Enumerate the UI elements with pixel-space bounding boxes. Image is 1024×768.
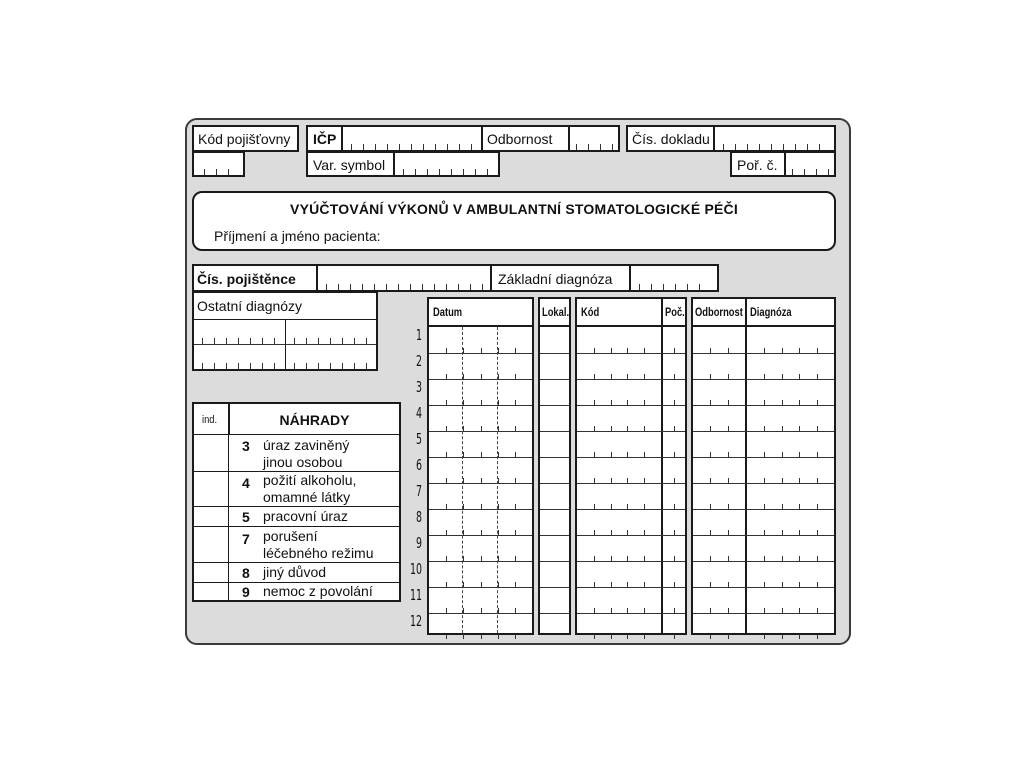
cis-dokladu-label: Čís. dokladu bbox=[632, 131, 710, 147]
title-box bbox=[192, 191, 836, 251]
table-cell[interactable] bbox=[663, 353, 685, 379]
table-cell[interactable] bbox=[663, 483, 685, 509]
table-cell[interactable] bbox=[540, 353, 569, 379]
nahrady-code: 9 bbox=[242, 584, 250, 600]
var-symbol-box bbox=[306, 151, 500, 177]
nahrady-text: omamné látky bbox=[263, 489, 351, 505]
column-lokal bbox=[538, 297, 571, 635]
table-cell[interactable] bbox=[663, 587, 685, 613]
column-header-datum: Datum bbox=[433, 305, 463, 319]
ostatni-diagnozy-label: Ostatní diagnózy bbox=[197, 298, 303, 314]
nahrady-item bbox=[194, 472, 399, 506]
table-cell[interactable] bbox=[693, 587, 745, 613]
table-cell[interactable] bbox=[577, 535, 661, 561]
column-kod-poc bbox=[575, 297, 687, 635]
table-cell[interactable] bbox=[577, 561, 661, 587]
table-cell[interactable] bbox=[540, 431, 569, 457]
table-cell[interactable] bbox=[747, 587, 834, 613]
table-cell[interactable] bbox=[429, 457, 532, 483]
table-cell[interactable] bbox=[540, 483, 569, 509]
table-cell[interactable] bbox=[429, 353, 532, 379]
table-cell[interactable] bbox=[429, 379, 532, 405]
patient-name-label: Příjmení a jméno pacienta: bbox=[214, 228, 381, 244]
row-number: 5 bbox=[415, 430, 422, 448]
table-cell[interactable] bbox=[540, 535, 569, 561]
odbornost-field[interactable] bbox=[570, 127, 618, 150]
nahrady-text: nemoc z povolání bbox=[263, 583, 373, 599]
nahrady-code: 3 bbox=[242, 438, 250, 454]
table-cell[interactable] bbox=[663, 327, 685, 353]
table-cell[interactable] bbox=[663, 535, 685, 561]
table-cell[interactable] bbox=[577, 353, 661, 379]
icp-odbornost-box bbox=[306, 125, 620, 152]
nahrady-text: léčebného režimu bbox=[263, 545, 374, 561]
table-cell[interactable] bbox=[540, 561, 569, 587]
row-number: 7 bbox=[415, 482, 422, 500]
column-datum bbox=[427, 297, 534, 635]
table-cell[interactable] bbox=[663, 561, 685, 587]
nahrady-ind-checkbox[interactable] bbox=[194, 435, 228, 471]
por-c-label: Poř. č. bbox=[737, 157, 778, 173]
icp-field[interactable] bbox=[343, 127, 481, 150]
nahrady-box bbox=[192, 402, 401, 602]
por-c-field[interactable] bbox=[786, 153, 834, 175]
kod-pojistovny-label-box bbox=[192, 125, 299, 152]
table-cell[interactable] bbox=[577, 405, 661, 431]
table-cell[interactable] bbox=[540, 613, 569, 639]
ostatni-diagnozy-box bbox=[192, 291, 378, 371]
table-cell[interactable] bbox=[663, 379, 685, 405]
var-symbol-field[interactable] bbox=[395, 153, 498, 175]
nahrady-ind-label: ind. bbox=[202, 414, 218, 426]
column-header-poc: Poč. bbox=[665, 305, 685, 319]
table-cell[interactable] bbox=[540, 379, 569, 405]
nahrady-code: 7 bbox=[242, 531, 250, 547]
table-cell[interactable] bbox=[747, 457, 834, 483]
cis-dokladu-field[interactable] bbox=[715, 127, 834, 150]
table-cell[interactable] bbox=[747, 535, 834, 561]
table-cell[interactable] bbox=[747, 379, 834, 405]
nahrady-text: pracovní úraz bbox=[263, 508, 348, 524]
cis-dokladu-box bbox=[626, 125, 836, 152]
ostatni-diagnoza-field-1[interactable] bbox=[194, 320, 284, 344]
table-cell[interactable] bbox=[663, 613, 685, 639]
table-cell[interactable] bbox=[540, 509, 569, 535]
icp-label: IČP bbox=[313, 131, 337, 147]
row-number: 10 bbox=[409, 560, 422, 578]
form-title: VYÚČTOVÁNÍ VÝKONŮ V AMBULANTNÍ STOMATOLOGICKÉ PÉČI bbox=[290, 201, 738, 217]
table-cell[interactable] bbox=[663, 431, 685, 457]
table-cell[interactable] bbox=[747, 509, 834, 535]
table-cell[interactable] bbox=[747, 327, 834, 353]
table-cell[interactable] bbox=[577, 431, 661, 457]
nahrady-title: NÁHRADY bbox=[279, 412, 350, 428]
table-cell[interactable] bbox=[693, 535, 745, 561]
cis-pojistence-label: Čís. pojištěnce bbox=[197, 271, 296, 287]
table-cell[interactable] bbox=[577, 327, 661, 353]
kod-pojistovny-field[interactable] bbox=[192, 151, 245, 177]
nahrady-text: požití alkoholu, bbox=[263, 472, 357, 488]
table-cell[interactable] bbox=[693, 561, 745, 587]
nahrady-text: úraz zaviněný bbox=[263, 437, 350, 453]
table-cell[interactable] bbox=[747, 613, 834, 639]
table-cell[interactable] bbox=[540, 405, 569, 431]
table-cell[interactable] bbox=[429, 405, 532, 431]
table-cell[interactable] bbox=[540, 587, 569, 613]
row-number: 4 bbox=[415, 404, 422, 422]
column-odbornost-diagnoza bbox=[691, 297, 836, 635]
por-c-box bbox=[730, 151, 836, 177]
table-cell[interactable] bbox=[693, 483, 745, 509]
table-cell[interactable] bbox=[429, 483, 532, 509]
nahrady-item bbox=[194, 527, 399, 562]
nahrady-item bbox=[194, 583, 399, 600]
row-number: 6 bbox=[415, 456, 422, 474]
table-cell[interactable] bbox=[693, 353, 745, 379]
table-cell[interactable] bbox=[429, 535, 532, 561]
table-cell[interactable] bbox=[577, 613, 661, 639]
column-header-diagnoza: Diagnóza bbox=[750, 305, 792, 319]
table-cell[interactable] bbox=[693, 327, 745, 353]
table-cell[interactable] bbox=[693, 405, 745, 431]
table-cell[interactable] bbox=[577, 379, 661, 405]
table-cell[interactable] bbox=[747, 353, 834, 379]
nahrady-text: porušení bbox=[263, 528, 318, 544]
row-number: 8 bbox=[415, 508, 422, 526]
insured-box bbox=[192, 264, 719, 292]
odbornost-label: Odbornost bbox=[487, 131, 553, 147]
nahrady-ind-checkbox[interactable] bbox=[194, 527, 228, 562]
table-cell[interactable] bbox=[577, 509, 661, 535]
table-cell[interactable] bbox=[577, 457, 661, 483]
ostatni-diagnoza-field-3[interactable] bbox=[194, 345, 284, 369]
row-number: 1 bbox=[415, 326, 422, 344]
nahrady-item bbox=[194, 435, 399, 471]
column-header-kod: Kód bbox=[581, 305, 600, 319]
table-cell[interactable] bbox=[429, 613, 532, 639]
table-cell[interactable] bbox=[693, 457, 745, 483]
zakladni-diagnoza-field[interactable] bbox=[631, 266, 717, 290]
cis-pojistence-field[interactable] bbox=[318, 266, 490, 290]
ostatni-diagnoza-field-2[interactable] bbox=[286, 320, 376, 344]
nahrady-code: 8 bbox=[242, 565, 250, 581]
table-cell[interactable] bbox=[429, 561, 532, 587]
nahrady-item bbox=[194, 563, 399, 582]
row-number: 11 bbox=[409, 586, 422, 604]
table-cell[interactable] bbox=[540, 457, 569, 483]
row-number: 2 bbox=[415, 352, 422, 370]
nahrady-ind-checkbox[interactable] bbox=[194, 507, 228, 526]
zakladni-diagnoza-label: Základní diagnóza bbox=[498, 271, 613, 287]
table-cell[interactable] bbox=[747, 431, 834, 457]
table-cell[interactable] bbox=[693, 613, 745, 639]
table-cell[interactable] bbox=[429, 509, 532, 535]
table-cell[interactable] bbox=[693, 509, 745, 535]
row-number: 9 bbox=[415, 534, 422, 552]
table-cell[interactable] bbox=[747, 561, 834, 587]
table-cell[interactable] bbox=[577, 587, 661, 613]
row-number: 12 bbox=[409, 612, 422, 630]
nahrady-ind-checkbox[interactable] bbox=[194, 583, 228, 600]
kod-pojistovny-label: Kód pojišťovny bbox=[198, 131, 291, 147]
table-cell[interactable] bbox=[747, 483, 834, 509]
table-cell[interactable] bbox=[663, 457, 685, 483]
column-header-odbornost: Odbornost bbox=[695, 305, 743, 319]
nahrady-code: 4 bbox=[242, 475, 250, 491]
table-cell[interactable] bbox=[429, 431, 532, 457]
table-cell[interactable] bbox=[663, 509, 685, 535]
table-cell[interactable] bbox=[540, 327, 569, 353]
table-cell[interactable] bbox=[747, 405, 834, 431]
row-number: 3 bbox=[415, 378, 422, 396]
row-numbers bbox=[400, 322, 424, 634]
column-header-lokal: Lokal. bbox=[542, 305, 570, 319]
var-symbol-label: Var. symbol bbox=[313, 157, 386, 173]
nahrady-item bbox=[194, 507, 399, 526]
ostatni-diagnoza-field-4[interactable] bbox=[286, 345, 376, 369]
table-cell[interactable] bbox=[663, 405, 685, 431]
nahrady-ind-checkbox[interactable] bbox=[194, 563, 228, 582]
nahrady-text: jinou osobou bbox=[263, 454, 343, 470]
table-cell[interactable] bbox=[577, 483, 661, 509]
table-cell[interactable] bbox=[693, 431, 745, 457]
table-cell[interactable] bbox=[429, 587, 532, 613]
table-cell[interactable] bbox=[693, 379, 745, 405]
table-cell[interactable] bbox=[429, 327, 532, 353]
nahrady-text: jiný důvod bbox=[263, 564, 327, 580]
nahrady-ind-checkbox[interactable] bbox=[194, 472, 228, 506]
nahrady-code: 5 bbox=[242, 509, 250, 525]
